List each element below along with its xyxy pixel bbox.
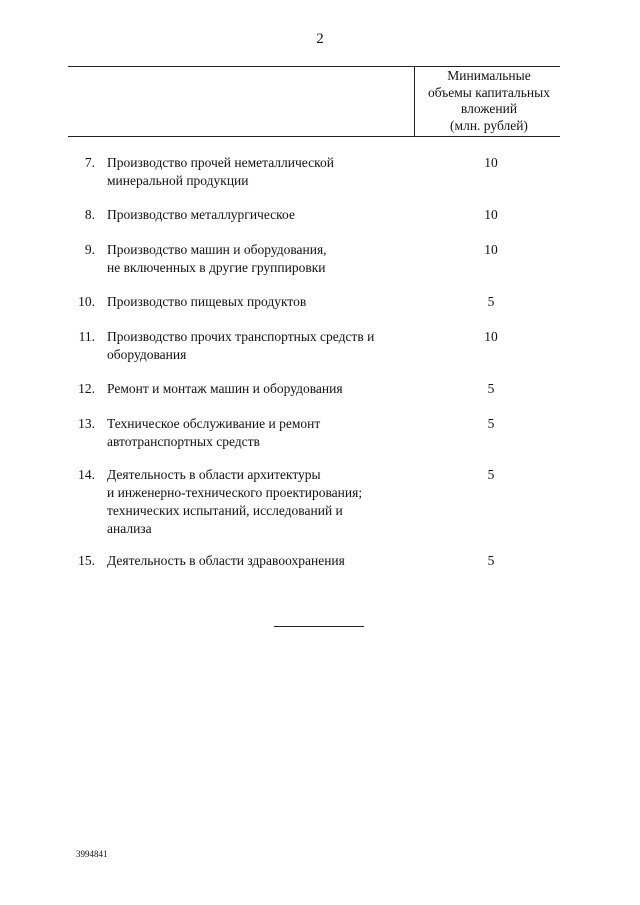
row-number: 15.: [78, 553, 95, 568]
row-number: 7.: [84, 155, 95, 170]
table-header-rule: [68, 136, 560, 137]
row-description-line: Производство пищевых продуктов: [107, 294, 307, 309]
row-number: 13.: [78, 416, 95, 431]
row-description-line: Техническое обслуживание и ремонт: [107, 416, 321, 431]
row-number: 9.: [84, 242, 95, 257]
row-description-line: минеральной продукции: [107, 173, 249, 188]
row-description-line: Деятельность в области здравоохранения: [107, 553, 345, 568]
row-description-line: Производство металлургическое: [107, 207, 295, 222]
row-number: 8.: [84, 207, 95, 222]
row-description: [107, 380, 407, 398]
row-description: [107, 154, 407, 190]
column-header-line: (млн. рублей): [450, 117, 528, 133]
header-column-divider: [414, 66, 415, 136]
row-description: [107, 466, 407, 538]
row-description: [107, 293, 407, 311]
row-value: 10: [484, 329, 498, 344]
row-description-line: анализа: [107, 521, 152, 536]
row-value: 5: [487, 381, 495, 396]
row-description: [107, 552, 407, 570]
document-id: 3994841: [76, 849, 108, 859]
document-end-rule: [274, 626, 364, 627]
row-description-line: технических испытаний, исследований и: [107, 503, 343, 518]
row-description: [107, 241, 407, 277]
row-description-line: Ремонт и монтаж машин и оборудования: [107, 381, 343, 396]
column-header: [416, 68, 562, 134]
row-value: 10: [484, 242, 498, 257]
row-description-line: Производство прочих транспортных средств и: [107, 329, 375, 344]
row-description: [107, 415, 407, 451]
row-description-line: автотранспортных средств: [107, 434, 260, 449]
row-description: [107, 206, 407, 224]
row-value: 5: [487, 553, 495, 568]
row-description-line: Производство прочей неметаллической: [107, 155, 334, 170]
row-number: 10.: [78, 294, 95, 309]
row-value: 5: [487, 294, 495, 309]
column-header-line: вложений: [460, 101, 518, 116]
column-header-line: объемы капитальных: [428, 84, 550, 100]
row-number: 12.: [78, 381, 95, 396]
column-header-line: Минимальные: [447, 68, 531, 83]
row-value: 10: [484, 155, 498, 170]
row-number: 14.: [78, 467, 95, 482]
row-value: 5: [487, 467, 495, 482]
row-description-line: и инженерно-технического проектирования;: [107, 485, 363, 500]
row-description-line: не включенных в другие группировки: [107, 260, 326, 275]
page-number: 2: [316, 31, 324, 47]
table-top-rule: [68, 66, 560, 67]
row-description-line: Деятельность в области архитектуры: [107, 467, 321, 482]
row-description: [107, 328, 407, 364]
row-number: 11.: [78, 329, 95, 344]
row-description-line: оборудования: [107, 347, 187, 362]
row-description-line: Производство машин и оборудования,: [107, 242, 327, 257]
row-value: 10: [484, 207, 498, 222]
row-value: 5: [487, 416, 495, 431]
